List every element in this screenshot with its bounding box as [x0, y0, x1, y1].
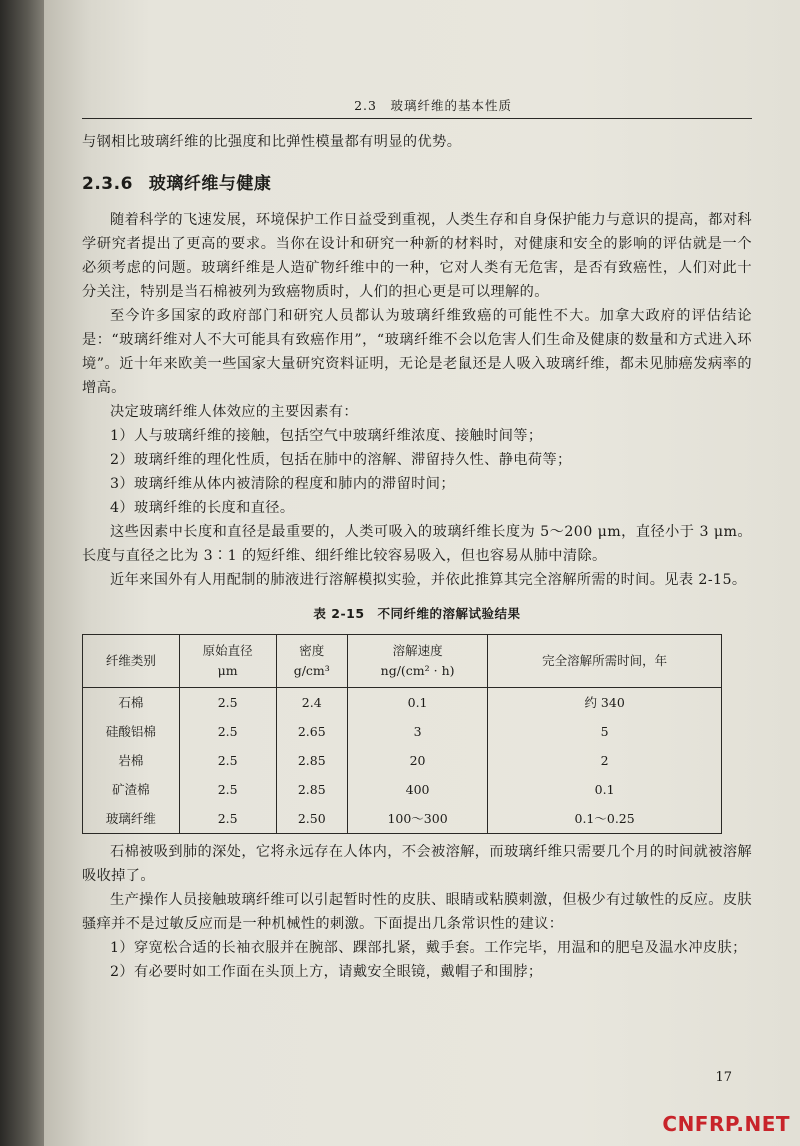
table-cell: 2.5: [179, 775, 276, 804]
table-cell: 2.85: [276, 746, 347, 775]
list-item: 3）玻璃纤维从体内被清除的程度和肺内的滞留时间；: [110, 476, 455, 492]
section-number: 2.3.6: [82, 174, 133, 194]
table-caption: 表 2-15 不同纤维的溶解试验结果: [313, 606, 521, 621]
book-page: [44, 0, 800, 1146]
paragraph: 与钢相比玻璃纤维的比强度和比弹性模量都有明显的优势。: [82, 134, 462, 150]
table-cell: 0.1: [488, 775, 722, 804]
list-item: 4）玻璃纤维的长度和直径。: [110, 500, 295, 516]
paragraph: 石棉被吸到肺的深处，它将永远存在人体内，不会被溶解，而玻璃纤维只需要几个月的时间就被溶解吸收掉了。: [82, 844, 752, 884]
table-row: [83, 717, 722, 746]
section-title: 玻璃纤维与健康: [148, 174, 272, 194]
section-heading: [82, 172, 752, 196]
column-header: 密度 g/cm³: [276, 635, 347, 688]
running-head-text: 2.3 玻璃纤维的基本性质: [354, 98, 512, 113]
table-cell: 矿渣棉: [83, 775, 180, 804]
table-row: [83, 746, 722, 775]
paragraph: 至今许多国家的政府部门和研究人员都认为玻璃纤维致癌的可能性不大。加拿大政府的评估结论是：“玻璃纤维对人不大可能具有致癌作用”，“玻璃纤维不会以危害人们生命及健康的数量和方式进入环境”。近十年来欧美一些国家大量研究资料证明，无论是老鼠还是人吸入玻璃纤维，都未见肺癌发病率的增高。: [82, 308, 752, 396]
body-text: [82, 130, 752, 984]
list-item: 2）玻璃纤维的理化性质，包括在肺中的溶解、滞留持久性、静电荷等；: [110, 452, 572, 468]
column-header: 原始直径 μm: [179, 635, 276, 688]
table-cell: 硅酸铝棉: [83, 717, 180, 746]
table-cell: 2: [488, 746, 722, 775]
table-cell: 100～300: [347, 804, 487, 834]
paragraph: 这些因素中长度和直径是最重要的，人类可吸入的玻璃纤维长度为 5～200 μm，直径小于 3 μm。长度与直径之比为 3∶1 的短纤维、细纤维比较容易吸入，但也容易从肺中清除。: [82, 524, 752, 564]
table-cell: 3: [347, 717, 487, 746]
table-row: [83, 804, 722, 834]
table-cell: 20: [347, 746, 487, 775]
site-watermark: CNFRP.NET: [662, 1112, 790, 1136]
table-cell: 2.5: [179, 746, 276, 775]
table-header-row: [83, 635, 722, 688]
table-cell: 0.1: [347, 688, 487, 718]
table-row: [83, 775, 722, 804]
table-cell: 石棉: [83, 688, 180, 718]
list-item: 1）穿宽松合适的长袖衣服并在腕部、踝部扎紧，戴手套。工作完毕，用温和的肥皂及温水冲皮肤；: [110, 940, 747, 956]
list-item: 2）有必要时如工作面在头顶上方，请戴安全眼镜，戴帽子和围脖；: [110, 964, 543, 980]
table-cell: 2.85: [276, 775, 347, 804]
paragraph: 决定玻璃纤维人体效应的主要因素有：: [110, 404, 358, 420]
list-item: 1）人与玻璃纤维的接触，包括空气中玻璃纤维浓度、接触时间等；: [110, 428, 543, 444]
table-cell: 2.4: [276, 688, 347, 718]
column-header: 溶解速度 ng/(cm² · h): [347, 635, 487, 688]
table-row: [83, 688, 722, 718]
table-cell: 2.5: [179, 688, 276, 718]
table-cell: 2.5: [179, 717, 276, 746]
table-cell: 玻璃纤维: [83, 804, 180, 834]
table-cell: 约 340: [488, 688, 722, 718]
table-cell: 岩棉: [83, 746, 180, 775]
running-head: [82, 96, 752, 119]
paragraph: 近年来国外有人用配制的肺液进行溶解模拟实验，并依此推算其完全溶解所需的时间。见表 2-15。: [110, 572, 747, 588]
table-cell: 2.50: [276, 804, 347, 834]
table-cell: 2.5: [179, 804, 276, 834]
page-number: 17: [715, 1070, 732, 1085]
paragraph: 生产操作人员接触玻璃纤维可以引起暂时性的皮肤、眼睛或粘膜刺激，但极少有过敏性的反应。皮肤骚痒并不是过敏反应而是一种机械性的刺激。下面提出几条常识性的建议：: [82, 892, 752, 932]
table-cell: 5: [488, 717, 722, 746]
table-cell: 400: [347, 775, 487, 804]
table-cell: 2.65: [276, 717, 347, 746]
column-header: 完全溶解所需时间，年: [488, 635, 722, 688]
column-header: 纤维类别: [83, 635, 180, 688]
table-cell: 0.1～0.25: [488, 804, 722, 834]
dissolution-table: [82, 634, 722, 834]
paragraph: 随着科学的飞速发展，环境保护工作日益受到重视，人类生存和自身保护能力与意识的提高，都对科学研究者提出了更高的要求。当你在设计和研究一种新的材料时，对健康和安全的影响的评估就是一个必须考虑的问题。玻璃纤维是人造矿物纤维中的一种，它对人类有无危害，是否有致癌性，人们对此十分关注，特别是当石棉被列为致癌物质时，人们的担心更是可以理解的。: [82, 212, 752, 300]
